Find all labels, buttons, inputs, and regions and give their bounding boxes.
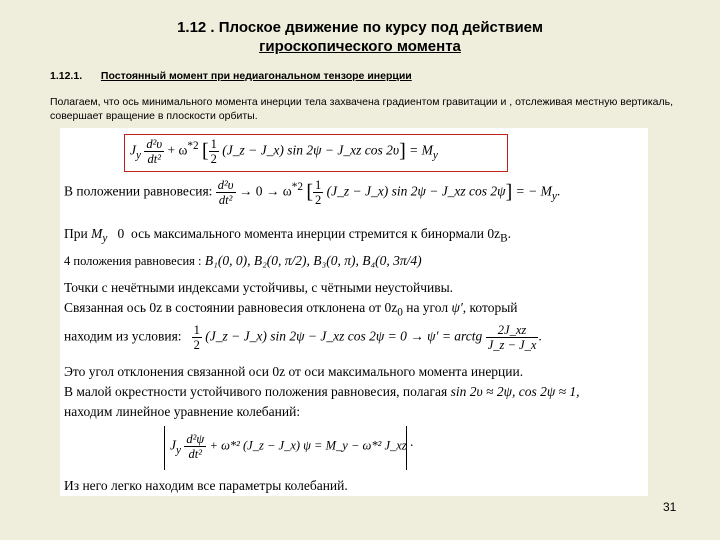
bound-angle: ψ′ xyxy=(451,300,463,315)
conclusion-line: Из него легко находим все параметры колебаний. xyxy=(64,478,348,493)
formula-panel xyxy=(60,128,648,496)
eq1-lhs-sub: y xyxy=(136,149,141,162)
eq1-bracket-close: ] xyxy=(399,140,406,162)
title-line-1: 1.12 . Плоское движение по курсу под действием xyxy=(177,19,543,36)
equilibrium-arrow: → 0 → ω xyxy=(238,183,292,199)
position-b2: B₂(0, π/2), xyxy=(253,253,310,268)
eq1-half: $\frac{1}{2}$ xyxy=(210,137,217,166)
eq1-derivative: $\frac{\text{d²υ}}{\text{dt²}}$ xyxy=(146,137,163,166)
my-prefix: При xyxy=(64,226,88,241)
title-line-2: гироскопического момента xyxy=(259,38,461,55)
bound-axis-line: Связанная ось 0z в состоянии равновесия отклонена от $0z_0$ на угол ψ′, который xyxy=(64,300,518,319)
positions-text: 4 положения равновесия : xyxy=(64,254,202,268)
equilibrium-body: (J_z − J_x) sin 2ψ − J_xz cos 2ψ xyxy=(326,183,506,199)
my-var: M xyxy=(91,226,103,241)
equilibrium-derivative: $\frac{\text{d²υ}}{\text{dt²}}$ xyxy=(217,178,234,207)
subsection-number: 1.12.1. xyxy=(50,70,83,82)
equation-1: $J_y$ $\frac{\text{d²υ}}{\text{dt²}}$ + $\omega^{*2}$ [ $\frac{1}{2}$ (J_z − J_x) sin 2ψ − J_xz $\cos 2\upsilon] = M_y$ xyxy=(130,137,438,166)
page-number: 31 xyxy=(663,500,677,514)
eq1-bracket-open: [ xyxy=(202,140,209,162)
find-half: $\frac{1}{2}$ xyxy=(193,323,200,352)
find-text: находим из условия: xyxy=(64,328,182,344)
eq1-body: (J_z − J_x) sin 2ψ − J_xz cos 2υ xyxy=(222,142,400,158)
linear-equation-line: находим линейное уравнение колебаний: xyxy=(64,404,301,419)
equilibrium-text: В положении равновесия: xyxy=(64,183,213,199)
final-eq-left-bar xyxy=(164,426,165,470)
small-approx: sin 2υ ≈ 2ψ, cos 2ψ ≈ 1, xyxy=(450,384,580,399)
small-neighborhood-line xyxy=(64,384,580,400)
find-arctg-fraction: $\frac{2J\_xz}{J\_z - J\_x}$ xyxy=(487,323,537,352)
angle-line: Это угол отклонения связанной оси 0z от оси максимального момента инерции. xyxy=(64,364,524,379)
slide-title xyxy=(0,18,720,56)
eq1-lhs: J xyxy=(130,142,136,158)
final-end: . xyxy=(410,434,414,449)
position-b1: B₁(0, 0), xyxy=(204,253,251,268)
stability-line: Точки с нечётными индексами устойчивы, с чётными неустойчивы. xyxy=(64,280,454,295)
final-equation: $J_y$ $\frac{\text{d²ψ}}{\text{dt²}}$ + ω*² (J_z − J_x) ψ = M_y − ω*² J_xz xyxy=(170,432,407,461)
eq1-plus-omega: + ω xyxy=(167,142,188,158)
equilibrium-line: В положении равновесия: $\frac{\text{d²υ}}{\text{dt²}}$ → $0 \to \omega^{*2}$ [ $\frac{1}{2}$ (J_z − J_x) sin 2ψ − J_xz cos 2ψ] = − $M_y$. xyxy=(64,178,561,207)
equilibrium-rhs: = − M xyxy=(515,183,552,199)
find-body: (J_z − J_x) sin 2ψ − J_xz cos 2ψ = 0 → ψ′ = arctg xyxy=(205,328,483,344)
position-b4: B₄(0, 3π/4) xyxy=(362,253,422,268)
find-line: находим из условия: $\frac{1}{2}$ (J_z − J_x) sin 2ψ − J_xz cos 2ψ = 0 → ψ′ = arctg $\frac{2J\_xz}{J\_z - J\_x}$ . xyxy=(64,323,542,352)
bound-axis: 0z xyxy=(384,300,398,315)
final-lhs: J xyxy=(170,437,176,453)
bound-mid: на угол xyxy=(406,300,449,315)
bound-text: Связанная ось 0z в состоянии равновесия отклонена от xyxy=(64,300,382,315)
my-line: При $M_y$ 0 ось максимального момента инерции стремится к бинормали $0z_B$. xyxy=(64,226,511,245)
eq1-rhs: = M xyxy=(409,142,433,158)
subsection-heading xyxy=(50,70,412,82)
intro-paragraph: Полагаем, что ось минимального момента инерции тела захвачена градиентом гравитации и , отслеживая местную вертикаль, совершает вращение в плоскости орбиты. xyxy=(50,96,673,122)
subsection-title: Постоянный момент при недиагональном тензоре инерции xyxy=(100,70,412,82)
final-body: + ω*² (J_z − J_x) ψ = M_y − ω*² J_xz xyxy=(209,438,407,453)
my-text: ось максимального момента инерции стремится к бинормали 0z xyxy=(130,226,501,241)
position-b3: B₃(0, π), xyxy=(313,253,359,268)
final-derivative: $\frac{\text{d²ψ}}{\text{dt²}}$ xyxy=(186,432,205,461)
equilibrium-half: $\frac{1}{2}$ xyxy=(314,178,322,207)
small-text: В малой окрестности устойчивого положения равновесия, полагая xyxy=(64,384,448,399)
positions-line xyxy=(64,253,422,269)
my-zero: 0 xyxy=(117,226,125,241)
